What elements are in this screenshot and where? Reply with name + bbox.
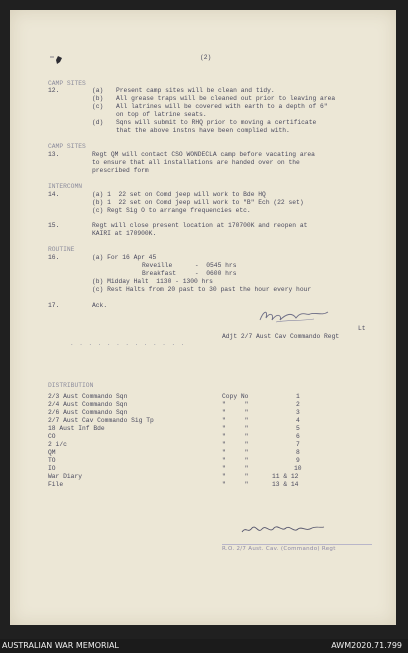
document-line: 11 & 12 <box>272 473 299 480</box>
document-line: " " <box>222 457 249 464</box>
document-line: to ensure that all installations are handed over on the <box>92 159 300 166</box>
document-line: Breakfast - 0600 hrs <box>142 270 237 277</box>
document-line: Reveille - 0545 hrs <box>142 262 237 269</box>
document-line: (b) 1 22 set on Comd jeep will work to "B" Ech (22 set) <box>92 199 304 206</box>
document-line: IO <box>48 465 56 472</box>
document-line: 5 <box>296 425 300 432</box>
document-line: CAMP SITES <box>48 80 86 87</box>
document-line: (b) <box>92 95 104 102</box>
document-line: 4 <box>296 417 300 424</box>
document-line: Ack. <box>92 302 108 309</box>
document-line: 14. <box>48 191 60 198</box>
document-body <box>10 10 396 625</box>
document-line: (b) Midday Halt 1130 - 1300 hrs <box>92 278 213 285</box>
page-number: (2) <box>200 54 212 61</box>
document-line: INTERCOMN <box>48 183 83 190</box>
document-line: 8 <box>296 449 300 456</box>
document-line: 2/7 Aust Cav Commando Sig Tp <box>48 417 154 424</box>
document-line: War Diary <box>48 473 83 480</box>
document-line: 2 <box>296 401 300 408</box>
document-line: (a) 1 22 set on Comd jeep will work to Bde HQ <box>92 191 266 198</box>
document-line: Sqns will submit to RHQ prior to moving a certificate <box>116 119 317 126</box>
document-line: CAMP SITES <box>48 143 86 150</box>
adjutant-signature <box>256 306 336 326</box>
unit-stamp-text: R.O. 2/7 Aust. Cav. (Commando) Regt <box>222 546 336 552</box>
document-line: 7 <box>296 441 300 448</box>
document-line: (c) Regt Sig O to arrange frequencies etc. <box>92 207 251 214</box>
document-line: Regt will close present location at 170700K and reopen at <box>92 222 308 229</box>
document-line: " " <box>222 473 249 480</box>
document-line: CO <box>48 433 56 440</box>
document-line: prescribed form <box>92 167 149 174</box>
document-line: 13. <box>48 151 60 158</box>
document-line: TO <box>48 457 56 464</box>
document-line: Copy No <box>222 393 249 400</box>
document-line: All grease traps will be cleaned out prior to leaving area <box>116 95 336 102</box>
document-line: (c) <box>92 103 104 110</box>
document-line: " " <box>222 449 249 456</box>
document-line: " " <box>222 481 249 488</box>
document-line: DISTRIBUTION <box>48 382 94 389</box>
unit-stamp <box>222 544 372 557</box>
document-line: (a) <box>92 87 104 94</box>
document-line: File <box>48 481 64 488</box>
archive-name: AUSTRALIAN WAR MEMORIAL <box>2 641 119 650</box>
document-line: 2/6 Aust Commando Sqn <box>48 409 128 416</box>
archive-footer-bar <box>0 639 408 653</box>
document-line: that the above instns have been complied with. <box>116 127 290 134</box>
document-line: 2/4 Aust Commando Sqn <box>48 401 128 408</box>
document-line: (c) Rest Halts from 20 past to 30 past the hour every hour <box>92 286 312 293</box>
document-page <box>10 10 396 625</box>
document-line: " " <box>222 433 249 440</box>
receipt-signature <box>238 520 328 542</box>
document-line: Present camp sites will be clean and tidy. <box>116 87 275 94</box>
document-line: 13 & 14 <box>272 481 299 488</box>
document-line: All latrines will be covered with earth to a depth of 6" <box>116 103 328 110</box>
document-line: QM <box>48 449 56 456</box>
document-line: 9 <box>296 457 300 464</box>
document-line: 12. <box>48 87 60 94</box>
document-line: 2/3 Aust Commando Sqn <box>48 393 128 400</box>
document-line: on top of latrine seats. <box>116 111 207 118</box>
dotted-separator: . . . . . . . . . . . . . <box>70 340 186 347</box>
document-line: " " <box>222 441 249 448</box>
document-line: 6 <box>296 433 300 440</box>
document-line: (a) For 16 Apr 45 <box>92 254 157 261</box>
document-line: " " <box>222 465 249 472</box>
document-line: " " <box>222 401 249 408</box>
document-line: (d) <box>92 119 104 126</box>
document-line: 1 <box>296 393 300 400</box>
document-line: 10 <box>294 465 302 472</box>
document-line: " " <box>222 409 249 416</box>
document-line: 3 <box>296 409 300 416</box>
document-line: " " <box>222 417 249 424</box>
document-line: Regt QM will contact CSO WONDECLA camp before vacating area <box>92 151 315 158</box>
document-line: KAIRI at 170900K. <box>92 230 157 237</box>
document-line: 2 i/c <box>48 441 67 448</box>
archive-item-id: AWM2020.71.799 <box>331 641 402 650</box>
document-line: 17. <box>48 302 60 309</box>
document-line: 18 Aust Inf Bde <box>48 425 105 432</box>
document-line: Adjt 2/7 Aust Cav Commando Regt <box>222 333 340 340</box>
document-line: " " <box>222 425 249 432</box>
document-line: 15. <box>48 222 60 229</box>
document-line: Lt <box>358 325 366 332</box>
document-line: ROUTINE <box>48 246 75 253</box>
document-line: 16. <box>48 254 60 261</box>
